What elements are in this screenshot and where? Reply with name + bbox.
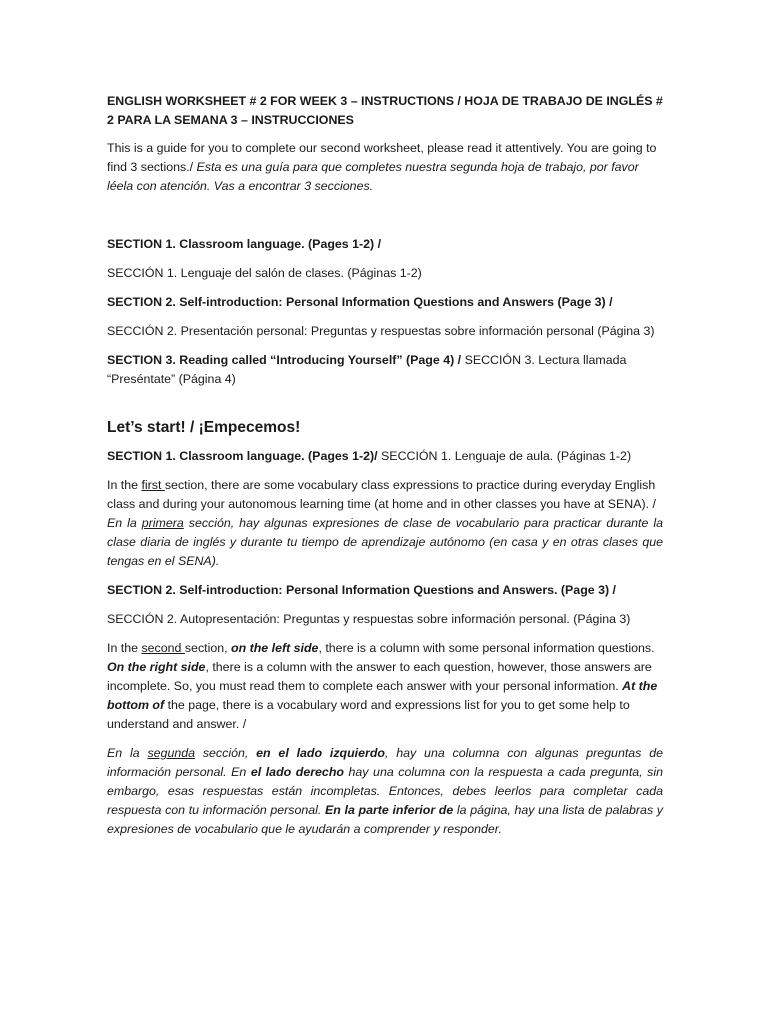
intro-english: This is a guide for you to complete our second worksheet, please read it attentively. You are going to find 3 sections./ xyxy=(107,141,657,174)
text-run: sección, hay algunas expresiones de clase de vocabulario para practicar durante la clase diaria de inglés y durante tu tiempo de aprendizaje autónomo (en casa y en otras clases que tengas en el SENA). xyxy=(107,516,664,568)
text-run: hay una columna con la respuesta a cada pregunta, sin embargo, esas respuestas están incompletas. Entonces, debes leerlos para completar cada respuesta con tu información personal. xyxy=(107,765,663,817)
section2-list-heading: SECTION 2. Self-introduction: Personal Information Questions and Answers (Page 3) / xyxy=(107,295,613,309)
text-run: the page, there is a vocabulary word and expressions list for you to get some help to understand and answer. / xyxy=(107,698,630,731)
section1-heading xyxy=(107,447,663,466)
emphasis-phrase: el lado derecho xyxy=(250,765,344,779)
intro-paragraph xyxy=(107,139,663,196)
emphasis-phrase: En la parte inferior de xyxy=(325,803,454,817)
section2-english-paragraph xyxy=(107,639,663,734)
intro-spanish: Esta es una guía para que completes nuestra segunda hoja de trabajo, por favor léela con atención. Vas a encontrar 3 secciones. xyxy=(107,160,639,193)
start-heading: Let’s start! / ¡Empecemos! xyxy=(107,419,301,436)
underlined-word: primera xyxy=(141,516,184,530)
text-run: , there is a column with some personal information questions. xyxy=(318,641,655,655)
emphasis-phrase: en el lado izquierdo xyxy=(256,746,385,760)
section2-spanish-paragraph xyxy=(107,744,663,839)
section1-english-paragraph xyxy=(107,476,663,514)
section2-list-spanish: SECCIÓN 2. Presentación personal: Preguntas y respuestas sobre información personal (Página 3) xyxy=(107,324,655,338)
section3-list-spanish: SECCIÓN 3. Lectura llamada “Preséntate” (Página 4) xyxy=(107,353,627,386)
text-run: section, xyxy=(184,641,232,655)
document-page xyxy=(107,92,663,839)
text-run: En la xyxy=(107,516,142,530)
section1-list-heading: SECTION 1. Classroom language. (Pages 1-2) / xyxy=(107,237,382,251)
text-run: In the xyxy=(107,641,142,655)
section1-spanish-paragraph xyxy=(107,514,663,571)
emphasis-phrase: on the left side xyxy=(231,641,319,655)
text-run: En la xyxy=(107,746,148,760)
underlined-word: second xyxy=(141,641,185,655)
section1-list-spanish: SECCIÓN 1. Lenguaje del salón de clases. (Páginas 1-2) xyxy=(107,266,422,280)
text-run: sección, xyxy=(195,746,257,760)
underlined-word: first xyxy=(141,478,165,492)
emphasis-phrase: On the right side xyxy=(107,660,206,674)
text-run: section, there are some vocabulary class expressions to practice during everyday English class and during your autonomous learning time (at home and in other classes you have at SENA). / xyxy=(107,478,656,511)
section2-heading: SECTION 2. Self-introduction: Personal Information Questions and Answers. (Page 3) / xyxy=(107,583,617,597)
document-title: ENGLISH WORKSHEET # 2 FOR WEEK 3 – INSTRUCTIONS / HOJA DE TRABAJO DE INGLÉS # 2 PARA LA SEMANA 3 – INSTRUCCIONES xyxy=(107,94,663,127)
emphasis-phrase: At the bottom of xyxy=(107,679,658,712)
text-run: la página, hay una lista de palabras y expresiones de vocabulario que le ayudarán a comprender y responder. xyxy=(107,803,663,836)
section1-heading-spanish: SECCIÓN 1. Lenguaje de aula. (Páginas 1-2) xyxy=(381,449,632,463)
underlined-word: segunda xyxy=(147,746,196,760)
text-run: , hay una columna con algunas preguntas de información personal. En xyxy=(107,746,663,779)
text-run: , there is a column with the answer to each question, however, those answers are incomplete. So, you must read them to complete each answer with your personal information. xyxy=(107,660,652,693)
section2-heading-spanish: SECCIÓN 2. Autopresentación: Preguntas y respuestas sobre información personal. (Página 3) xyxy=(107,612,631,626)
section1-heading-bold: SECTION 1. Classroom language. (Pages 1-2)/ xyxy=(107,449,382,463)
text-run: In the xyxy=(107,478,142,492)
section3-list-item xyxy=(107,351,663,389)
section3-list-heading: SECTION 3. Reading called “Introducing Yourself” (Page 4) / xyxy=(107,353,465,367)
